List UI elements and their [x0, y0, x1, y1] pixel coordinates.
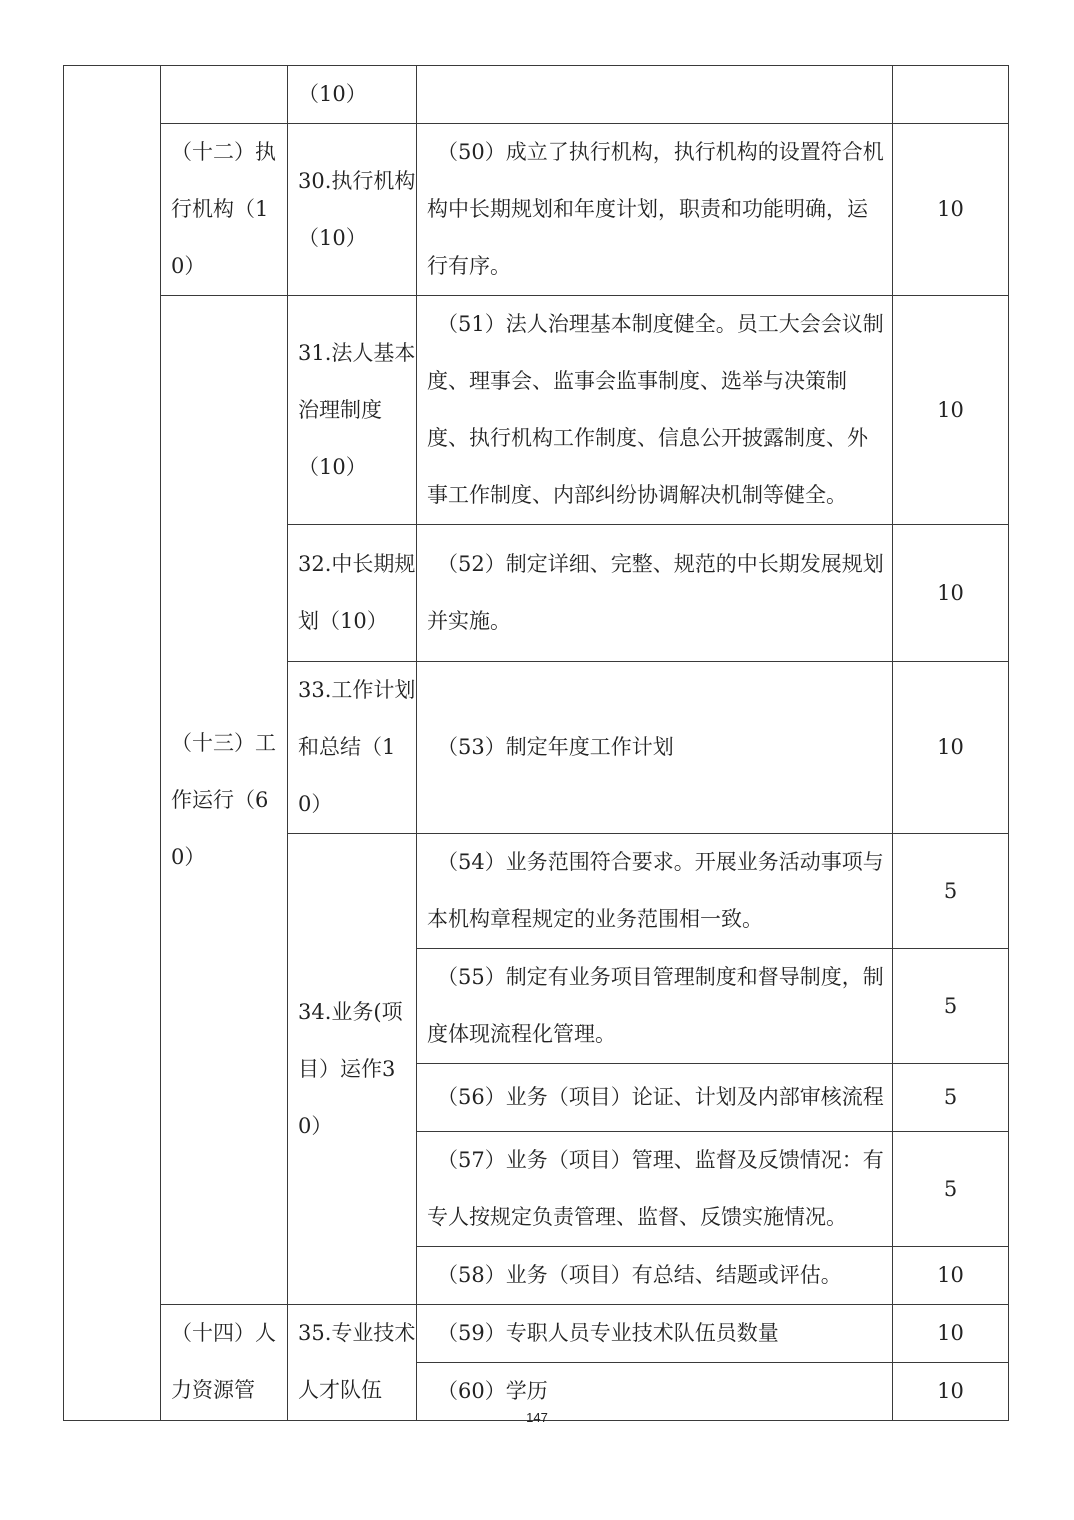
- score-cell: 10: [893, 1305, 1009, 1363]
- score-cell: 10: [893, 124, 1009, 296]
- score-cell: 5: [893, 949, 1009, 1064]
- level2-cell: （十二）执行机构（10）: [161, 124, 288, 296]
- table-row: [64, 1305, 1009, 1363]
- criteria-cell: （58）业务（项目）有总结、结题或评估。: [417, 1247, 893, 1305]
- item-cell: 35.专业技术人才队伍: [288, 1305, 417, 1421]
- score-cell: 10: [893, 296, 1009, 525]
- criteria-cell: （59）专职人员专业技术队伍员数量: [417, 1305, 893, 1363]
- criteria-cell: （50）成立了执行机构，执行机构的设置符合机构中长期规划和年度计划，职责和功能明确，运行有序。: [417, 124, 893, 296]
- criteria-cell: （56）业务（项目）论证、计划及内部审核流程: [417, 1064, 893, 1132]
- evaluation-table: [63, 65, 1009, 1421]
- table-row: [64, 124, 1009, 296]
- item-cell: 31.法人基本治理制度（10）: [288, 296, 417, 525]
- page-number: 147: [526, 1410, 548, 1425]
- criteria-cell: （54）业务范围符合要求。开展业务活动事项与本机构章程规定的业务范围相一致。: [417, 834, 893, 949]
- score-cell: [893, 66, 1009, 124]
- score-cell: 10: [893, 662, 1009, 834]
- item-cell: （10）: [288, 66, 417, 124]
- criteria-cell: （51）法人治理基本制度健全。员工大会会议制度、理事会、监事会监事制度、选举与决策制度、执行机构工作制度、信息公开披露制度、外事工作制度、内部纠纷协调解决机制等健全。: [417, 296, 893, 525]
- score-cell: 5: [893, 834, 1009, 949]
- level2-cell: （十三）工作运行（60）: [161, 296, 288, 1305]
- criteria-cell: （53）制定年度工作计划: [417, 662, 893, 834]
- criteria-cell: [417, 66, 893, 124]
- criteria-cell: （57）业务（项目）管理、监督及反馈情况：有专人按规定负责管理、监督、反馈实施情况。: [417, 1132, 893, 1247]
- level1-cell: [64, 66, 161, 1421]
- table-row: [64, 66, 1009, 124]
- score-cell: 10: [893, 525, 1009, 662]
- item-cell: 34.业务(项目）运作30）: [288, 834, 417, 1305]
- score-cell: 10: [893, 1363, 1009, 1421]
- table-row: [64, 296, 1009, 525]
- level2-cell: （十四）人力资源管: [161, 1305, 288, 1421]
- score-cell: 10: [893, 1247, 1009, 1305]
- item-cell: 30.执行机构（10）: [288, 124, 417, 296]
- criteria-cell: （60）学历: [417, 1363, 893, 1421]
- score-cell: 5: [893, 1064, 1009, 1132]
- criteria-cell: （55）制定有业务项目管理制度和督导制度，制度体现流程化管理。: [417, 949, 893, 1064]
- score-cell: 5: [893, 1132, 1009, 1247]
- item-cell: 32.中长期规划（10）: [288, 525, 417, 662]
- criteria-cell: （52）制定详细、完整、规范的中长期发展规划并实施。: [417, 525, 893, 662]
- item-cell: 33.工作计划和总结（10）: [288, 662, 417, 834]
- level2-cell: [161, 66, 288, 124]
